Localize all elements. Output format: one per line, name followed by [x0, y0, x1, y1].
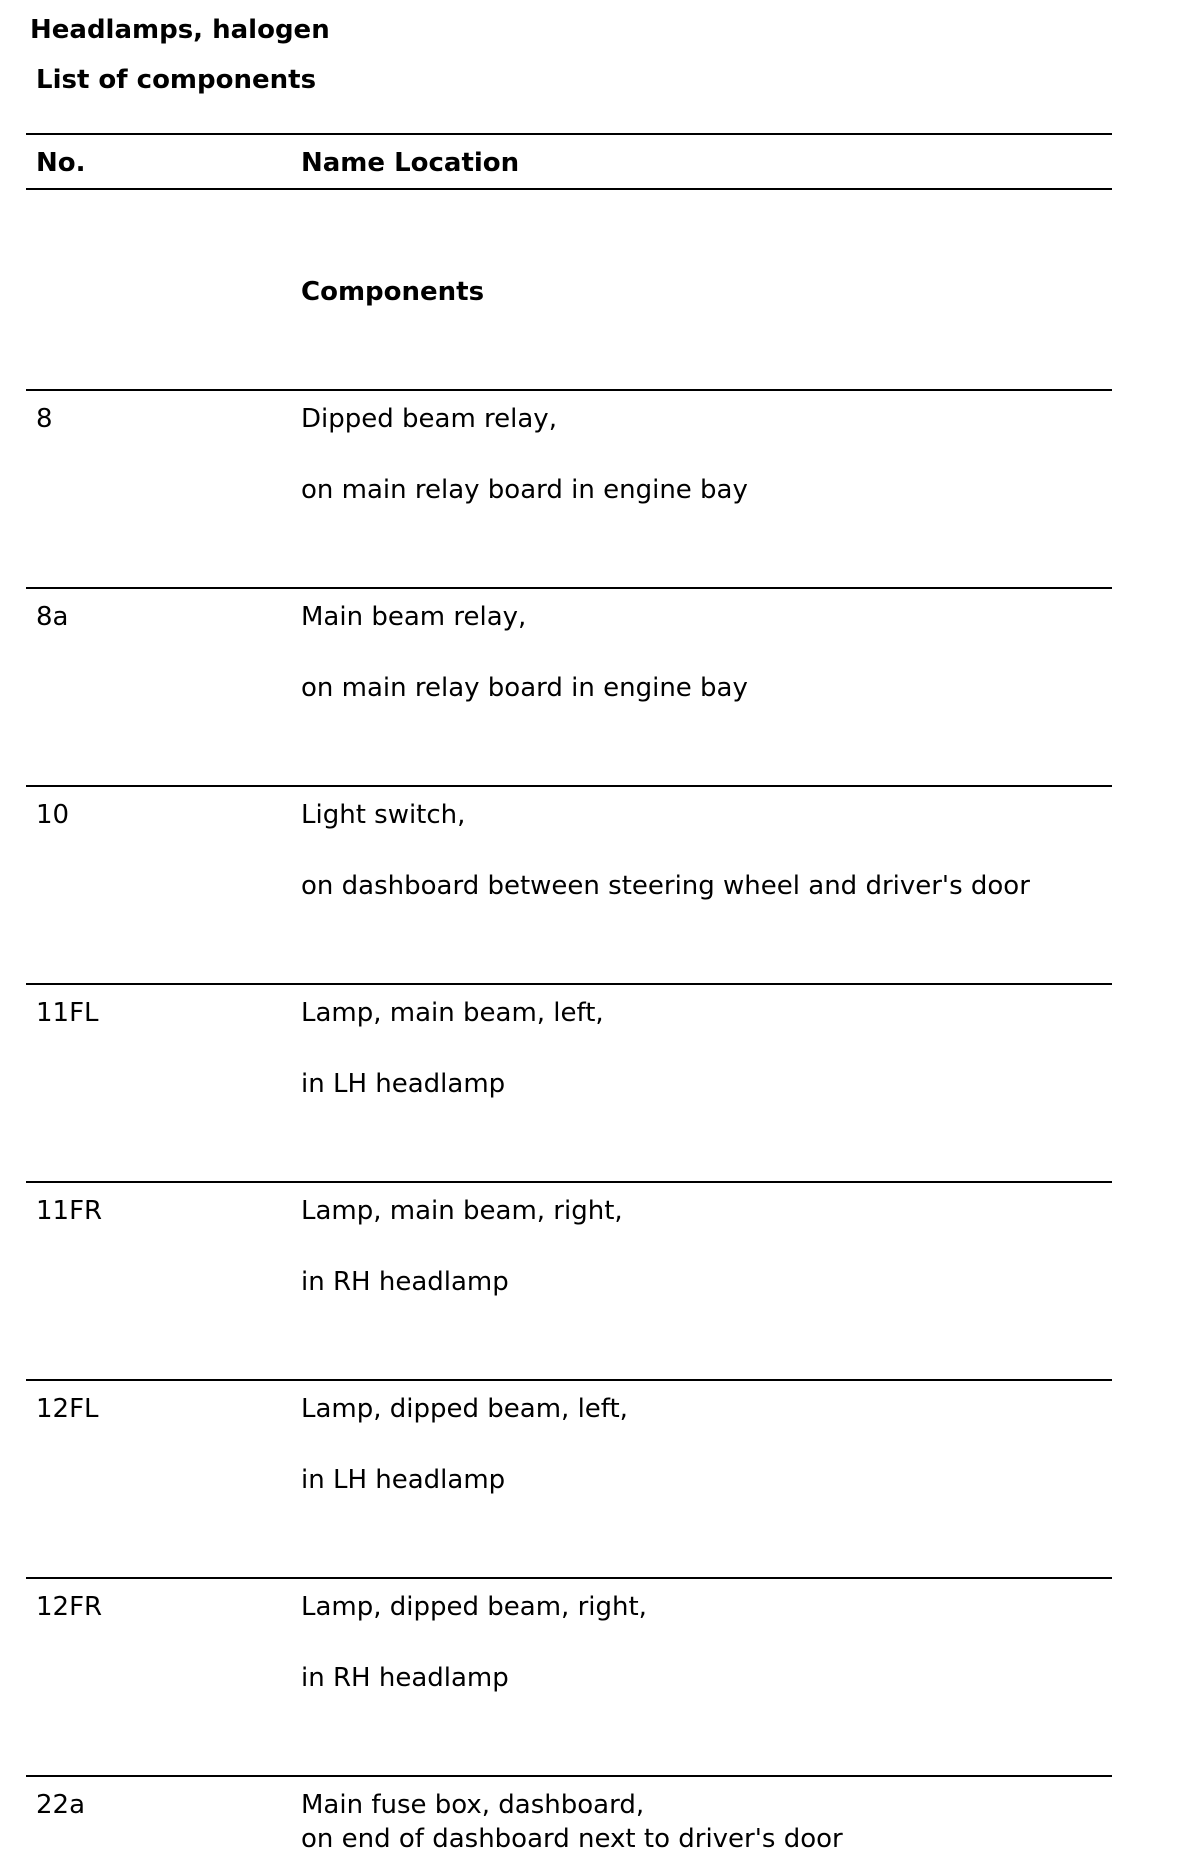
row-location: in RH headlamp	[301, 1663, 509, 1693]
row-divider	[26, 1181, 1112, 1183]
row-name: Lamp, main beam, left,	[301, 998, 604, 1028]
row-divider	[26, 587, 1112, 589]
row-number: 8a	[36, 602, 69, 632]
row-number: 10	[36, 800, 70, 830]
row-divider	[26, 785, 1112, 787]
row-name: Lamp, dipped beam, right,	[301, 1592, 647, 1622]
row-divider	[26, 1577, 1112, 1579]
row-number: 11FL	[36, 998, 99, 1028]
row-location: in LH headlamp	[301, 1465, 506, 1495]
row-name: Light switch,	[301, 800, 466, 830]
row-number: 12FR	[36, 1592, 103, 1622]
row-name: Main fuse box, dashboard,	[301, 1790, 645, 1820]
header-name-location: Name Location	[301, 148, 520, 178]
row-name: Lamp, dipped beam, left,	[301, 1394, 628, 1424]
section-heading-components: Components	[301, 277, 485, 307]
row-number: 22a	[36, 1790, 86, 1820]
row-number: 8	[36, 404, 53, 434]
row-name: Dipped beam relay,	[301, 404, 557, 434]
row-number: 11FR	[36, 1196, 103, 1226]
row-number: 12FL	[36, 1394, 99, 1424]
table-top-rule	[26, 133, 1112, 135]
row-divider	[26, 389, 1112, 391]
row-location: on dashboard between steering wheel and driver's door	[301, 871, 1030, 901]
row-location: on end of dashboard next to driver's door	[301, 1824, 843, 1854]
row-location: in RH headlamp	[301, 1267, 509, 1297]
row-name: Main beam relay,	[301, 602, 527, 632]
row-divider	[26, 1379, 1112, 1381]
row-name: Lamp, main beam, right,	[301, 1196, 623, 1226]
row-location: on main relay board in engine bay	[301, 673, 748, 703]
table-header-rule	[26, 188, 1112, 190]
row-divider	[26, 1775, 1112, 1777]
row-divider	[26, 983, 1112, 985]
page-title: Headlamps, halogen	[30, 15, 330, 45]
row-location: on main relay board in engine bay	[301, 475, 748, 505]
page-subtitle: List of components	[36, 65, 317, 95]
row-location: in LH headlamp	[301, 1069, 506, 1099]
header-no: No.	[36, 148, 86, 178]
